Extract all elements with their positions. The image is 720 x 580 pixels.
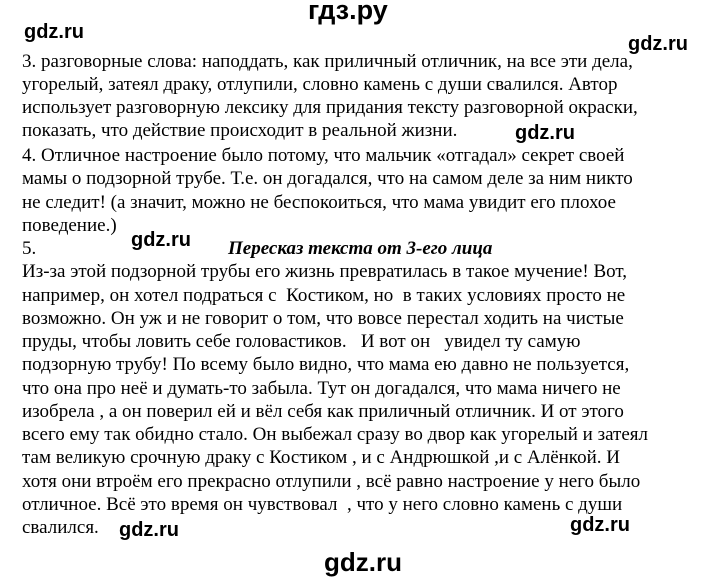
text-line: например, он хотел подраться с Костиком, но в таких условиях просто не (22, 285, 626, 306)
text-line: изобрела , а он поверил ей и вёл себя как приличный отличник. И от этого (22, 401, 624, 422)
text-line: показать, что действие происходит в реальной жизни. (22, 120, 458, 141)
text-line: свалился. (22, 517, 99, 538)
section-number: 5. (22, 238, 37, 259)
text-line: использует разговорную лексику для придания тексту разговорной окраски, (22, 97, 638, 118)
text-line: подзорную трубу! По всему было видно, что мама ею давно не пользуется, (22, 354, 630, 375)
watermark-bottom-right: gdz.ru (570, 514, 630, 536)
watermark-section5: gdz.ru (131, 229, 191, 251)
watermark-top-center: гдз.ру (308, 0, 388, 25)
watermark-top-left: gdz.ru (24, 21, 84, 43)
text-line: не следит! (а значит, можно не беспокоиться, что мама увидит его плохое (22, 192, 616, 213)
text-line: угорелый, затеял драку, отлупили, словно камень с души свалился. Автор (22, 74, 618, 95)
text-line: хотя они втроём его прекрасно отлупили , всё равно настроение у него было (22, 471, 641, 492)
text-line: 4. Отличное настроение было потому, что мальчик «отгадал» секрет своей (22, 145, 625, 166)
text-line: возможно. Он уж и не говорит о том, что вовсе перестал ходить на чистые (22, 308, 624, 329)
text-line: всего ему так обидно стало. Он выбежал сразу во двор как угорелый и затеял (22, 424, 649, 445)
text-line: пруды, чтобы ловить себе головастиков. И вот он увидел ту самую (22, 331, 581, 352)
text-line: отличное. Всё это время он чувствовал , что у него словно камень с души (22, 494, 623, 515)
watermark-bottom-center: gdz.ru (324, 547, 402, 577)
watermark-mid-right: gdz.ru (515, 122, 575, 144)
text-line: 3. разговорные слова: наподдать, как приличный отличник, на все эти дела, (22, 51, 633, 72)
section-title: Пересказ текста от 3-его лица (228, 238, 493, 259)
text-line: поведение.) (22, 215, 117, 236)
text-line: там великую срочную драку с Костиком , и с Андрюшкой ,и с Алёнкой. И (22, 447, 620, 468)
text-line: мамы о подзорной трубе. Т.е. он догадался, что на самом деле за ним никто (22, 168, 633, 189)
watermark-top-right: gdz.ru (628, 33, 688, 55)
watermark-bottom-left: gdz.ru (119, 519, 179, 541)
text-line: что она про неё и думать-то забыла. Тут он догадался, что мама ничего не (22, 378, 621, 399)
text-line: Из-за этой подзорной трубы его жизнь превратилаcь в такое мучение! Вот, (22, 261, 627, 282)
